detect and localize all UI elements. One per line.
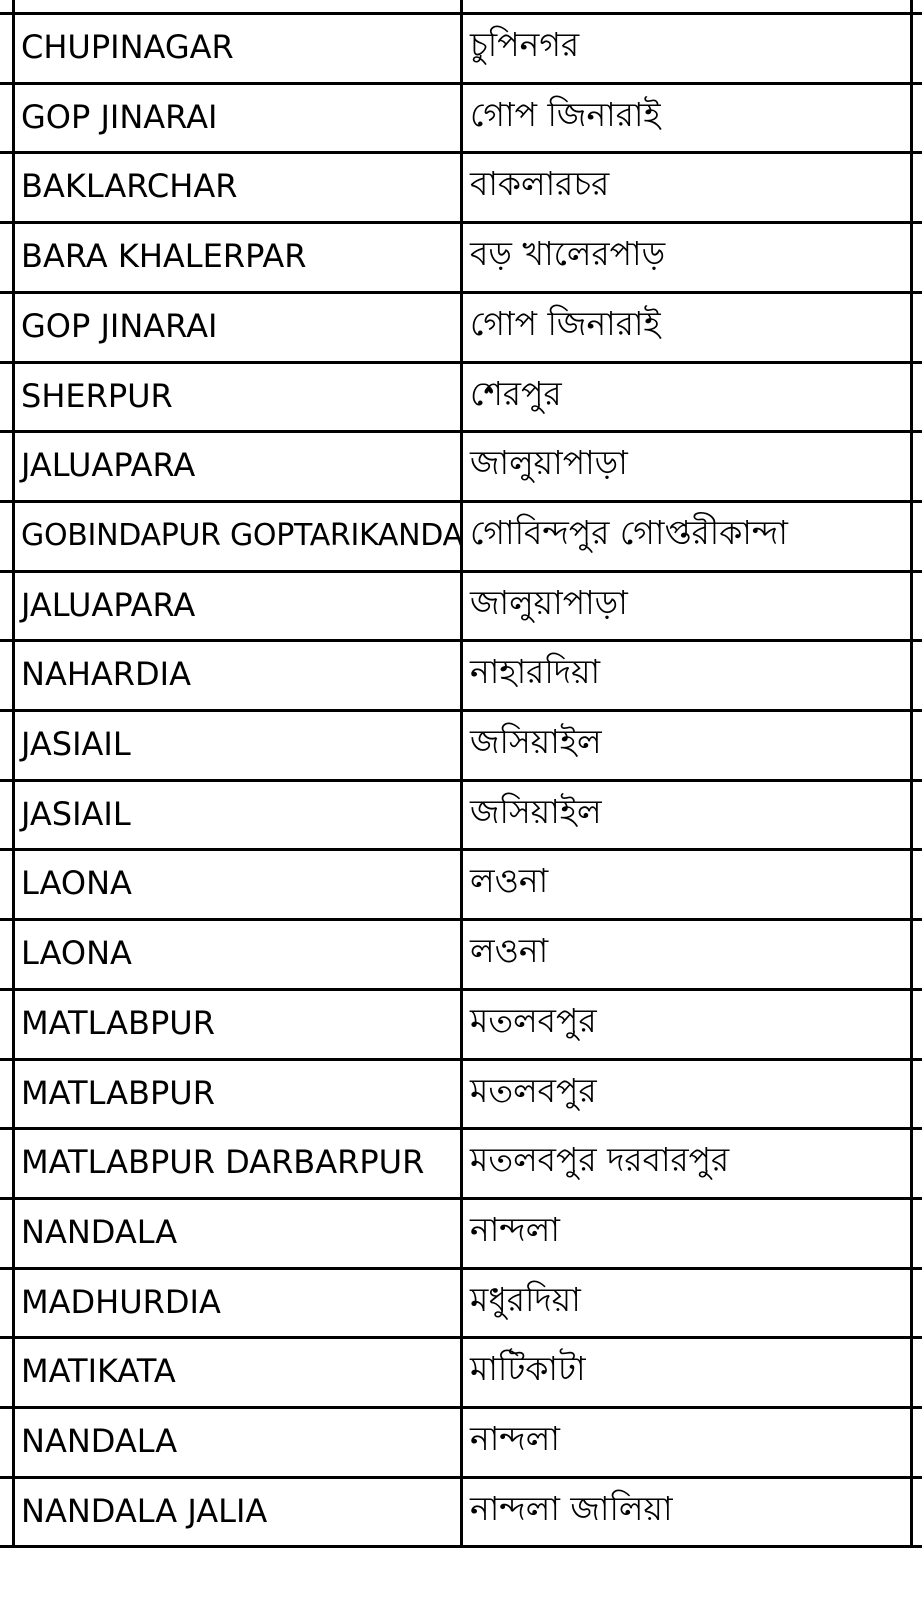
table-row (0, 1199, 922, 1266)
bangla-name-cell: গোবিন্দপুর গোপ্তরীকান্দা (470, 513, 788, 552)
table-row (0, 850, 922, 917)
table-row (0, 1060, 922, 1127)
english-name-cell: LAONA (21, 934, 132, 972)
bangla-name-cell: চুপিনগর (470, 25, 580, 64)
english-name-cell: MATLABPUR (21, 1004, 215, 1042)
bangla-name-cell: নান্দলা (470, 1210, 560, 1249)
bangla-name-cell: মতলবপুর (470, 1071, 597, 1110)
english-name-cell: SHERPUR (21, 377, 173, 415)
table-row (0, 781, 922, 848)
table-row (0, 920, 922, 987)
bangla-name-cell: নান্দলা জালিয়া (470, 1489, 673, 1528)
table-row (0, 432, 922, 499)
english-name-cell: JALUAPARA (21, 446, 196, 484)
english-name-cell: CHUPINAGAR (21, 28, 234, 66)
english-name-cell: MATIKATA (21, 1352, 176, 1390)
english-name-cell: GOBINDAPUR GOPTARIKANDA (21, 518, 463, 553)
table-row (0, 990, 922, 1057)
table-row (0, 1478, 922, 1545)
bangla-name-cell: জালুয়াপাড়া (470, 583, 628, 622)
table-row-divider (0, 1545, 922, 1548)
bangla-name-cell: বাকলারচর (470, 164, 610, 203)
table-row (0, 1269, 922, 1336)
bangla-name-cell: নান্দলা (470, 1419, 560, 1458)
table-row (0, 153, 922, 220)
table-row (0, 1129, 922, 1196)
bangla-name-cell: মতলবপুর (470, 1001, 597, 1040)
table-row (0, 1408, 922, 1475)
english-name-cell: JASIAIL (21, 795, 131, 833)
table-row (0, 293, 922, 360)
bangla-name-cell: জালুয়াপাড়া (470, 443, 628, 482)
english-name-cell: JASIAIL (21, 725, 131, 763)
english-name-cell: GOP JINARAI (21, 98, 218, 136)
english-name-cell: NANDALA JALIA (21, 1492, 268, 1530)
english-name-cell: BAKLARCHAR (21, 167, 238, 205)
bangla-name-cell: গোপ জিনারাই (470, 95, 661, 134)
table-row (0, 363, 922, 430)
bangla-name-cell: জসিয়াইল (470, 792, 602, 831)
english-name-cell: JALUAPARA (21, 586, 196, 624)
bangla-name-cell: গোপ জিনারাই (470, 304, 661, 343)
bangla-name-cell: শেরপুর (470, 374, 562, 413)
english-name-cell: GOP JINARAI (21, 307, 218, 345)
english-name-cell: NANDALA (21, 1422, 178, 1460)
table-row (0, 711, 922, 778)
english-name-cell: NANDALA (21, 1213, 178, 1251)
bangla-name-cell: মধুরদিয়া (470, 1280, 581, 1319)
table-row (0, 641, 922, 708)
table-row (0, 502, 922, 569)
bangla-name-cell: মাটিকাটা (470, 1349, 586, 1388)
bangla-name-cell: লওনা (470, 861, 549, 900)
english-name-cell: MATLABPUR (21, 1074, 215, 1112)
table-row (0, 223, 922, 290)
table-row (0, 1338, 922, 1405)
english-name-cell: LAONA (21, 864, 132, 902)
english-name-cell: MADHURDIA (21, 1283, 221, 1321)
bangla-name-cell: লওনা (470, 931, 549, 970)
table-row (0, 14, 922, 81)
table-row (0, 572, 922, 639)
bangla-name-cell: বড় খালেরপাড় (470, 234, 666, 273)
bangla-name-cell: নাহারদিয়া (470, 652, 601, 691)
english-name-cell: MATLABPUR DARBARPUR (21, 1143, 425, 1181)
bangla-name-cell: জসিয়াইল (470, 722, 602, 761)
table-row (0, 84, 922, 151)
english-name-cell: BARA KHALERPAR (21, 237, 307, 275)
bangla-name-cell: মতলবপুর দরবারপুর (470, 1140, 730, 1179)
english-name-cell: NAHARDIA (21, 655, 191, 693)
